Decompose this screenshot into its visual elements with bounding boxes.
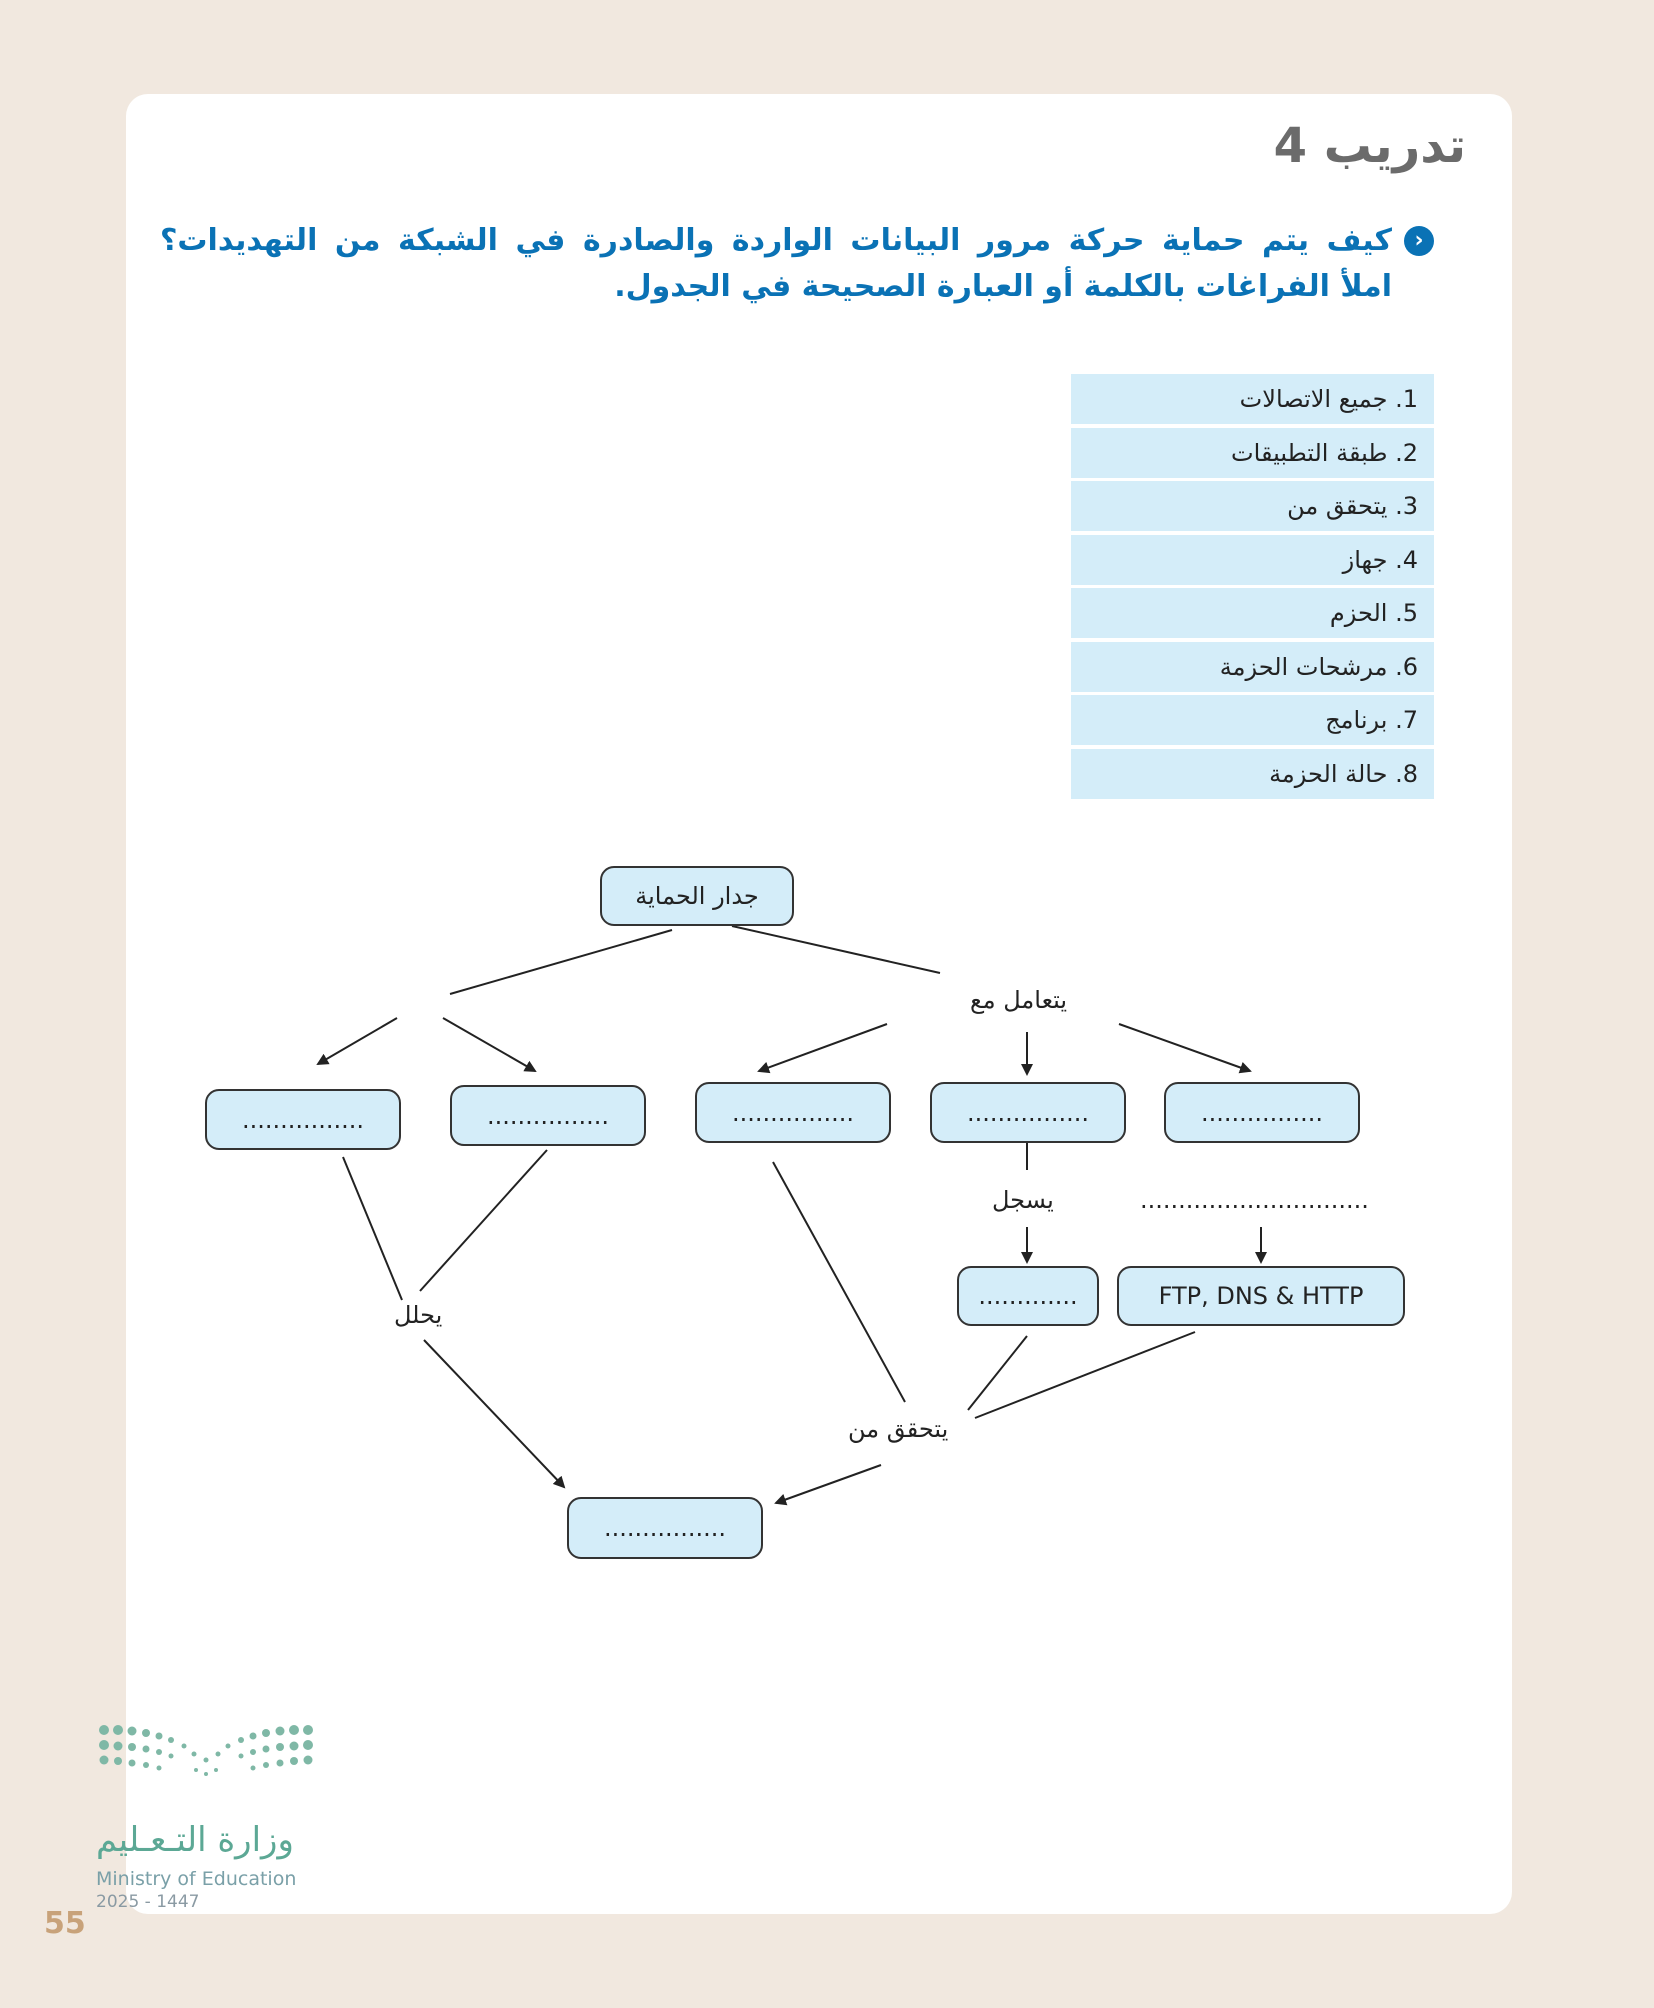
connector-arrow (443, 1018, 535, 1071)
ministry-name-ar: وزارة التـعـليم (96, 1820, 294, 1860)
connector-line (343, 1157, 402, 1300)
blank-box-final[interactable]: ................ (567, 1497, 763, 1559)
connector-arrow (1119, 1024, 1250, 1071)
label-analyzes: يحلل (394, 1301, 443, 1329)
connector-arrow (318, 1018, 397, 1064)
word-bank-item: 7. برنامج (1071, 695, 1434, 745)
word-bank-item: 3. يتحقق من (1071, 481, 1434, 531)
page-number: 55 (44, 1906, 86, 1941)
exercise-title: تدريب 4 (1273, 118, 1466, 174)
chevron-left-icon: ‹ (1404, 226, 1434, 256)
connector-line (450, 930, 672, 994)
connector-line (420, 1150, 547, 1291)
blank-box-3[interactable]: ................ (695, 1082, 891, 1143)
blank-box-logs[interactable]: ............. (957, 1266, 1099, 1326)
label-checks: يتحقق من (848, 1415, 949, 1443)
question-text: كيف يتم حماية حركة مرور البيانات الواردة والصادرة في الشبكة من التهديدات؟ (160, 223, 1392, 258)
word-bank-item: 6. مرشحات الحزمة (1071, 642, 1434, 692)
firewall-root-box: جدار الحماية (600, 866, 794, 926)
word-bank-item: 2. طبقة التطبيقات (1071, 428, 1434, 478)
instruction-text: املأ الفراغات بالكلمة أو العبارة الصحيحة في الجدول. (614, 269, 1392, 304)
ministry-logo-icon (96, 1720, 316, 1810)
connector-line (968, 1336, 1027, 1410)
blank-box-5[interactable]: ................ (1164, 1082, 1360, 1143)
connector-line (975, 1332, 1195, 1418)
connector-arrow (759, 1024, 887, 1071)
label-logs: يسجل (992, 1186, 1054, 1214)
label-handles-with: يتعامل مع (970, 986, 1068, 1014)
word-bank-item: 1. جميع الاتصالات (1071, 374, 1434, 424)
connector-line (732, 926, 940, 973)
connector-line (773, 1162, 905, 1402)
blank-label-long[interactable]: .............................. (1140, 1186, 1369, 1214)
word-bank-item: 5. الحزم (1071, 588, 1434, 638)
blank-box-1[interactable]: ................ (205, 1089, 401, 1150)
word-bank-item: 4. جهاز (1071, 535, 1434, 585)
connector-arrow (424, 1340, 564, 1487)
connector-arrow (776, 1465, 881, 1503)
ministry-name-en: Ministry of Education (96, 1868, 297, 1890)
blank-box-2[interactable]: ................ (450, 1085, 646, 1146)
blank-box-4[interactable]: ................ (930, 1082, 1126, 1143)
word-bank-item: 8. حالة الحزمة (1071, 749, 1434, 799)
ministry-year: 2025 - 1447 (96, 1892, 200, 1912)
protocols-box: FTP, DNS & HTTP (1117, 1266, 1405, 1326)
